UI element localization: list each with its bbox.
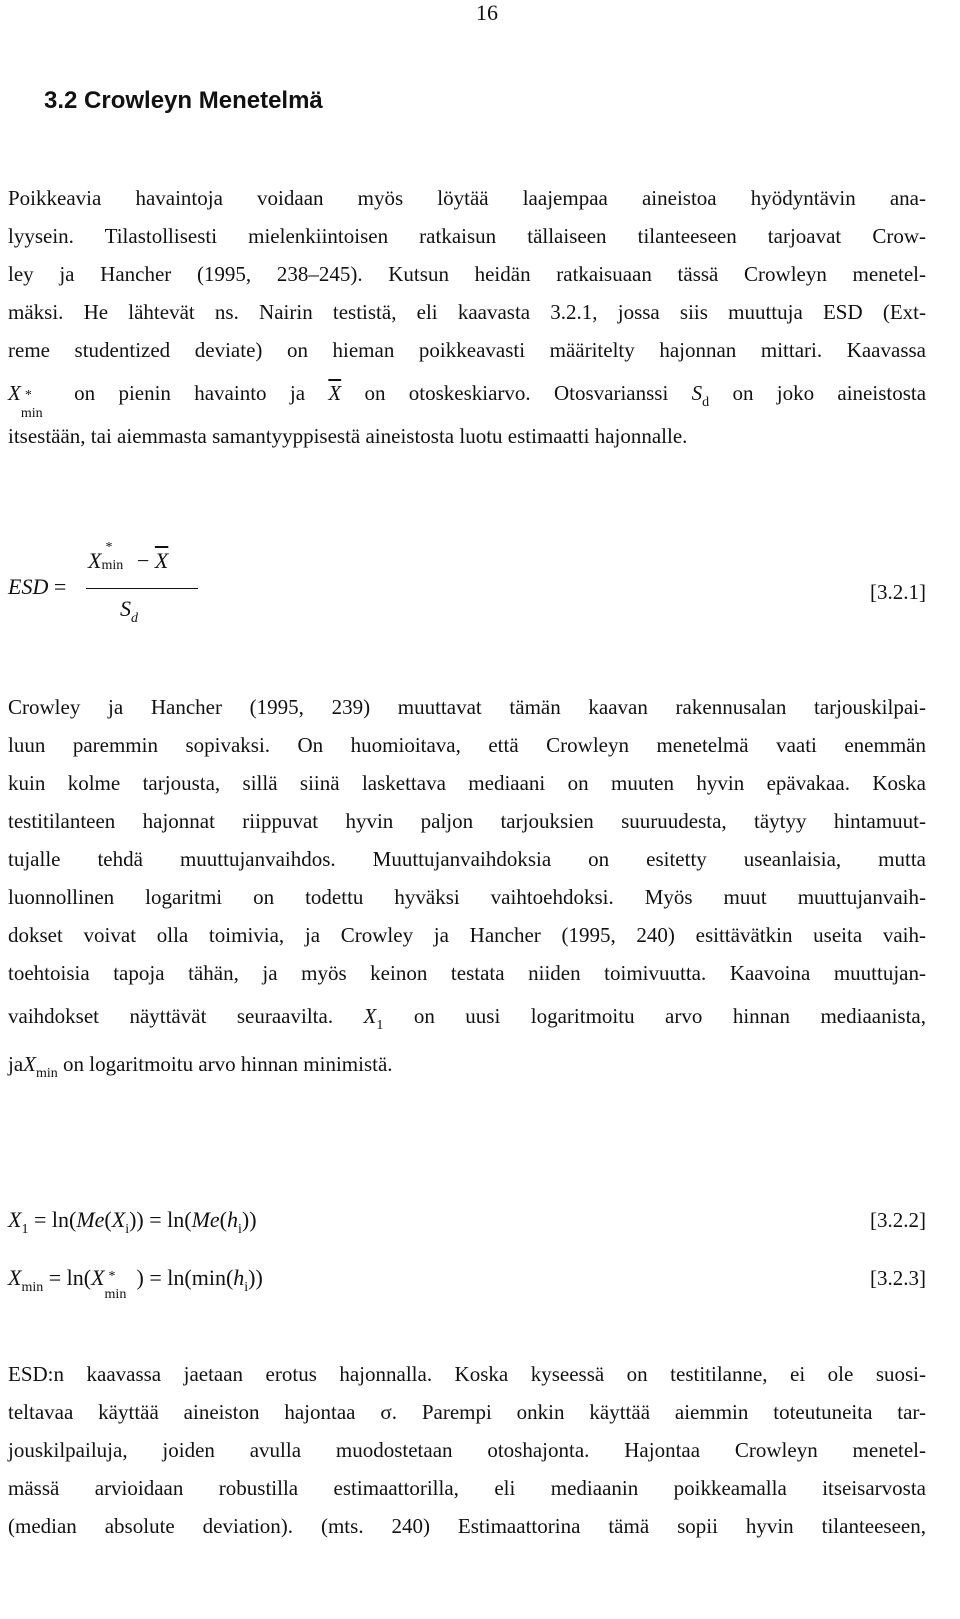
text-line: jouskilpailuja, joiden avulla muodostetaan otoshajonta. Hajontaa Crowleyn menetel- [8, 1438, 926, 1462]
text-line: kuin kolme tarjousta, sillä siinä laskettava mediaani on muuten hyvin epävakaa. Koska [8, 771, 926, 795]
text-line: ley ja Hancher (1995, 238–245). Kutsun heidän ratkaisuaan tässä Crowleyn menetel- [8, 262, 926, 286]
equation-number: [3.2.2] [870, 1208, 926, 1232]
eq-numerator: X * min − $\overline{X}$ [88, 540, 169, 573]
eq-body: $X_{min} = \ln(X$ * min ) = $\ln(\min(h_i))$ [8, 1265, 263, 1302]
text-line: (median absolute deviation). (mts. 240) Estimaattorina tämä sopii hyvin tilanteeseen, [8, 1514, 926, 1538]
text-line: ESD:n kaavassa jaetaan erotus hajonnalla. Koska kyseessä on testitilanne, ei ole suosi- [8, 1362, 926, 1386]
text-line: luonnollinen logaritmi on todettu hyväksi vaihtoehdoksi. Myös muut muuttujanvaih- [8, 885, 926, 909]
eq-body: $X_1 = \ln(Me(X_i)) = \ln(Me(h_i))$ [8, 1207, 257, 1237]
text-line: tujalle tehdä muuttujanvaihdos. Muuttujanvaihdoksia on esitetty useanlaisia, mutta [8, 847, 926, 871]
equation-number: [3.2.3] [870, 1266, 926, 1290]
text-line: lyysein. Tilastollisesti mielenkiintoisen ratkaisun tällaiseen tilanteeseen tarjoavat Crow- [8, 224, 926, 248]
math-sub-d: d [702, 395, 710, 410]
math-sub-1: 1 [376, 1018, 384, 1033]
text-line: mäksi. He lähtevät ns. Nairin testistä, eli kaavasta 3.2.1, jossa siis muuttuja ESD (Ext- [8, 300, 926, 324]
text-line: reme studentized deviate) on hieman poikkeavasti määritelty hajonnan mittari. Kaavassa [8, 338, 926, 362]
math-sub-sup: * min [20, 388, 43, 421]
text-line-with-math [8, 992, 926, 1040]
text-line: mässä arvioidaan robustilla estimaattorilla, eli mediaanin poikkeamalla itseisarvosta [8, 1476, 926, 1500]
inline-text: ja [8, 1052, 24, 1076]
paragraph-dispersion [8, 1355, 926, 1545]
text-line: luun paremmin sopivaksi. On huomioitava, että Crowleyn menetelmä vaati enemmän [8, 733, 926, 757]
math-x: X [363, 1004, 377, 1028]
equation-log-median [8, 1200, 926, 1240]
equation-number: [3.2.1] [870, 580, 926, 604]
inline-text: on otoskeskiarvo. Otosvarianssi [364, 381, 669, 405]
inline-text: on joko aineistosta [732, 381, 927, 405]
eq-lhs: ESD = [8, 574, 67, 599]
inline-text: on pienin havainto ja [74, 381, 306, 405]
text-line: Poikkeavia havaintoja voidaan myös löytää laajempaa aineistoa hyödyntävin ana- [8, 186, 926, 210]
equation-esd [8, 540, 926, 638]
text-line-with-math [8, 1040, 926, 1088]
text-line-with-math [8, 369, 927, 421]
paragraph-transform [8, 688, 926, 1088]
text-line: toehtoisia tapoja tähän, ja myös keinon testata niiden toimivuutta. Kaavoina muuttujan- [8, 961, 926, 985]
text-line: teltavaa käyttää aineiston hajontaa σ. Parempi onkin käyttää aiemmin toteutuneita tar- [8, 1400, 926, 1424]
inline-text: vaihdokset näyttävät seuraavilta. [8, 1004, 334, 1028]
text-line: itsestään, tai aiemmasta samantyyppisestä aineistosta luotu estimaatti hajonnalle. [8, 424, 688, 448]
paragraph-intro [8, 179, 926, 455]
inline-text: on uusi logaritmoitu arvo hinnan mediaanista, [413, 1004, 927, 1028]
text-line: testitilanteen hajonnat riippuvat hyvin paljon tarjouksien suuruudesta, täytyy hintamuut- [8, 809, 926, 833]
math-sub-min: min [35, 1066, 58, 1081]
math-x: X [8, 381, 21, 405]
math-x: X [23, 1052, 36, 1076]
eq-denominator: $S_d$ [120, 596, 138, 626]
inline-text: on logaritmoitu arvo hinnan minimistä. [63, 1052, 393, 1076]
math-x-bar: $\overline{X}$ [328, 381, 342, 405]
text-line: Crowley ja Hancher (1995, 239) muuttavat tämän kaavan rakennusalan tarjouskilpai- [8, 695, 926, 719]
section-title: 3.2 Crowleyn Menetelmä [44, 87, 323, 114]
fraction-bar [86, 588, 198, 589]
text-line: dokset voivat olla toimivia, ja Crowley ja Hancher (1995, 240) esittävätkin useita vaih- [8, 923, 926, 947]
math-s: S [691, 381, 703, 405]
equation-log-min [8, 1258, 926, 1302]
page-number: 16 [476, 0, 498, 25]
